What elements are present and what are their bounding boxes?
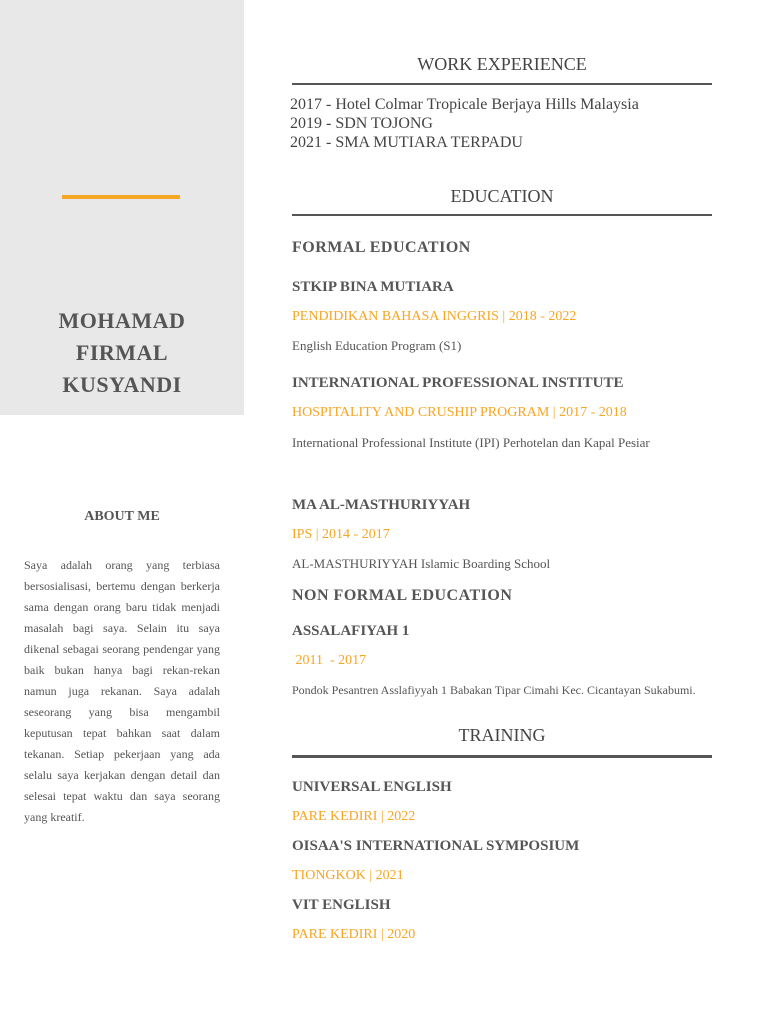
training-detail: PARE KEDIRI | 2020 (292, 927, 416, 942)
name-line-3: KUSYANDI (62, 372, 182, 397)
school-description: Pondok Pesantren Asslafiyyah 1 Babakan Tipar Cimahi Kec. Cicantayan Sukabumi. (292, 683, 696, 697)
school-detail: PENDIDIKAN BAHASA INGGRIS | 2018 - 2022 (292, 309, 577, 324)
work-experience-list (290, 95, 639, 152)
school-detail: HOSPITALITY AND CRUSHIP PROGRAM | 2017 - 2018 (292, 405, 627, 420)
training-detail: PARE KEDIRI | 2022 (292, 809, 416, 824)
training-name: VIT ENGLISH (292, 897, 391, 913)
school-name: MA AL-MASTHURIYYAH (292, 497, 471, 513)
name-line-1: MOHAMAD (58, 308, 186, 333)
accent-divider (62, 195, 180, 199)
training-rule (292, 755, 712, 758)
education-heading: EDUCATION (450, 186, 554, 206)
work-item: 2021 - SMA MUTIARA TERPADU (290, 134, 523, 151)
school-detail: 2011 - 2017 (292, 653, 367, 668)
training-name: OISAA'S INTERNATIONAL SYMPOSIUM (292, 838, 580, 854)
school-description: AL-MASTHURIYYAH Islamic Boarding School (292, 556, 551, 571)
school-name: STKIP BINA MUTIARA (292, 279, 454, 295)
name-line-2: FIRMAL (75, 340, 169, 365)
work-item: 2017 - Hotel Colmar Tropicale Berjaya Hills Malaysia (290, 96, 639, 113)
education-rule (292, 214, 712, 216)
school-name: INTERNATIONAL PROFESSIONAL INSTITUTE (292, 375, 624, 391)
training-detail: TIONGKOK | 2021 (292, 868, 404, 883)
about-me-heading: ABOUT ME (84, 509, 160, 524)
work-experience-rule (292, 83, 712, 85)
school-detail: IPS | 2014 - 2017 (292, 527, 390, 542)
formal-education-heading: FORMAL EDUCATION (292, 239, 471, 256)
work-experience-heading: WORK EXPERIENCE (417, 54, 587, 74)
non-formal-education-heading: NON FORMAL EDUCATION (292, 587, 513, 604)
school-description: English Education Program (S1) (292, 338, 462, 353)
training-name: UNIVERSAL ENGLISH (292, 779, 452, 795)
full-name (0, 305, 244, 401)
school-name: ASSALAFIYAH 1 (292, 623, 410, 639)
training-heading: TRAINING (458, 725, 546, 745)
school-description: International Professional Institute (IPI) Perhotelan dan Kapal Pesiar (292, 435, 650, 450)
work-item: 2019 - SDN TOJONG (290, 115, 433, 132)
about-me-text: Saya adalah orang yang terbiasa bersosialisasi, bertemu dengan berkerja sama dengan orang baru tidak menjadi masalah bagi saya. Selain itu saya dikenal sebagai seorang pendengar yang baik bukan hanya bagi rekan-rekan namun juga rekanan. Saya adalah seseorang yang bisa mengambil keputusan tepat bahkan saat dalam tekanan. Setiap pekerjaan yang ada selalu saya kerjakan dengan detail dan selesai tepat waktu dan saya seorang yang kreatif. (24, 558, 220, 824)
